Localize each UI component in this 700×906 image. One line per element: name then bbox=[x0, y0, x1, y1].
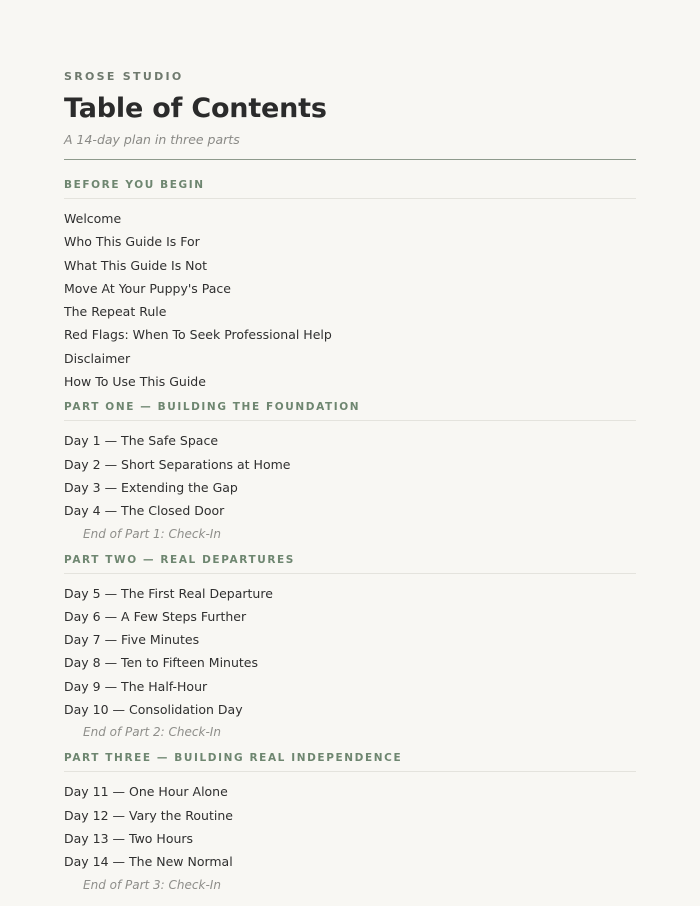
toc-item[interactable]: Day 2 — Short Separations at Home bbox=[64, 456, 291, 472]
toc-item[interactable]: Day 7 — Five Minutes bbox=[64, 632, 200, 648]
toc-item[interactable]: Day 14 — The New Normal bbox=[64, 854, 233, 870]
toc-item[interactable]: Day 11 — One Hour Alone bbox=[64, 784, 228, 800]
section-heading: PART THREE — BUILDING REAL INDEPENDENCE bbox=[64, 752, 403, 765]
toc-item[interactable]: Day 10 — Consolidation Day bbox=[64, 702, 243, 718]
toc-list bbox=[64, 429, 636, 545]
page-subtitle: A 14-day plan in three parts bbox=[64, 132, 240, 147]
toc-checkin-item[interactable]: End of Part 1: Check-In bbox=[83, 526, 221, 541]
section-divider bbox=[64, 420, 636, 421]
toc-item[interactable]: Day 8 — Ten to Fifteen Minutes bbox=[64, 655, 258, 671]
toc-list bbox=[64, 582, 636, 745]
section-divider bbox=[64, 573, 636, 574]
toc-item[interactable]: Day 1 — The Safe Space bbox=[64, 433, 219, 449]
section-divider bbox=[64, 198, 636, 199]
toc-page bbox=[64, 70, 636, 897]
toc-item[interactable]: Day 4 — The Closed Door bbox=[64, 503, 225, 519]
toc-item[interactable]: Disclaimer bbox=[64, 350, 131, 366]
toc-item[interactable]: What This Guide Is Not bbox=[64, 257, 208, 273]
toc-item[interactable]: Day 12 — Vary the Routine bbox=[64, 807, 233, 823]
toc-item[interactable]: The Repeat Rule bbox=[64, 304, 167, 320]
toc-item[interactable]: How To Use This Guide bbox=[64, 374, 206, 390]
toc-item[interactable]: Welcome bbox=[64, 211, 122, 226]
title-divider bbox=[64, 159, 636, 160]
section-heading: PART ONE — BUILDING THE FOUNDATION bbox=[64, 401, 361, 414]
toc-checkin-item[interactable]: End of Part 3: Check-In bbox=[83, 877, 221, 892]
toc-item[interactable]: Day 13 — Two Hours bbox=[64, 830, 194, 846]
toc-item[interactable]: Day 3 — Extending the Gap bbox=[64, 479, 238, 495]
toc-item[interactable]: Who This Guide Is For bbox=[64, 234, 200, 250]
toc-item[interactable]: Red Flags: When To Seek Professional Help bbox=[64, 327, 332, 343]
studio-name: SROSE STUDIO bbox=[64, 70, 184, 83]
toc-checkin-item[interactable]: End of Part 2: Check-In bbox=[83, 725, 221, 740]
section-part-three bbox=[64, 751, 636, 896]
section-heading: BEFORE YOU BEGIN bbox=[64, 179, 205, 191]
toc-item[interactable]: Day 5 — The First Real Departure bbox=[64, 585, 273, 601]
toc-list bbox=[64, 207, 636, 393]
section-divider bbox=[64, 771, 636, 772]
toc-item[interactable]: Day 6 — A Few Steps Further bbox=[64, 608, 247, 624]
section-part-two bbox=[64, 553, 636, 745]
section-part-one bbox=[64, 400, 636, 545]
section-heading: PART TWO — REAL DEPARTURES bbox=[64, 553, 295, 566]
toc-item[interactable]: Day 9 — The Half-Hour bbox=[64, 678, 208, 694]
toc-item[interactable]: Move At Your Puppy's Pace bbox=[64, 280, 231, 296]
toc-list bbox=[64, 780, 636, 896]
section-before-you-begin bbox=[64, 178, 636, 393]
page-title: Table of Contents bbox=[64, 93, 327, 124]
